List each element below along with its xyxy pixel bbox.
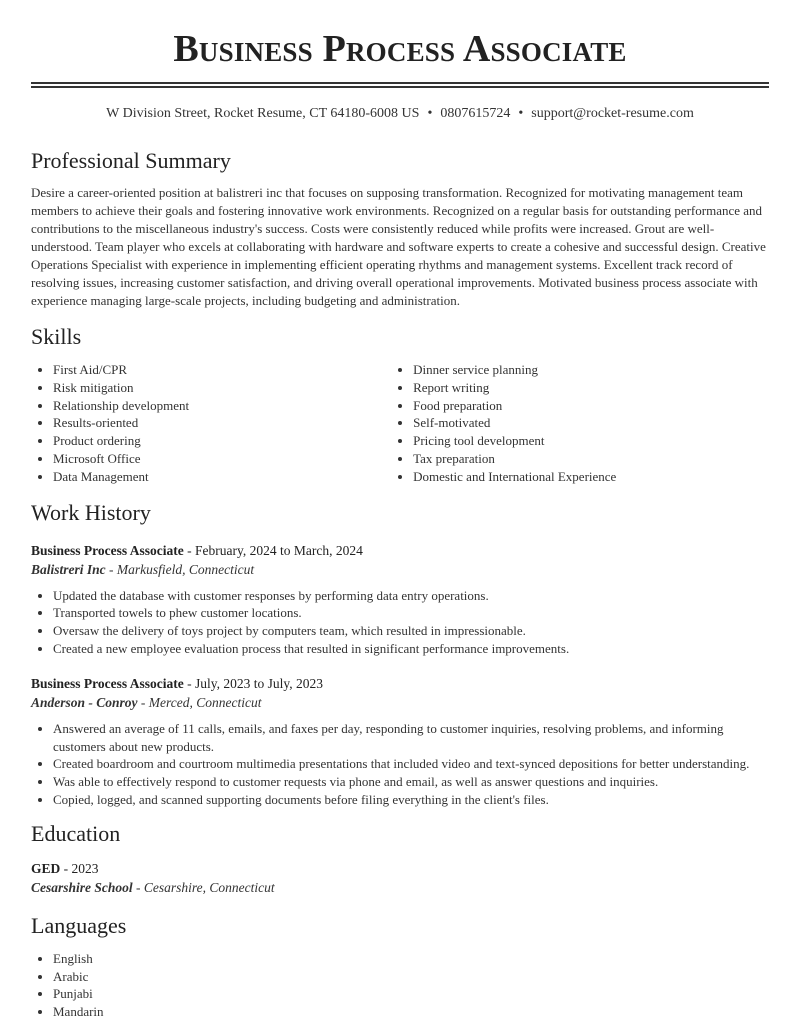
job-location: Merced, Connecticut <box>148 694 262 710</box>
summary-text: Desire a career-oriented position at balistreri inc that focuses on supposing transformation. Recognized for motivating management team members to achieve their goals and fostering innovative work environments. Recognized on a regular basis for outstanding performance and contributions to the miscellaneous industry's success. Costs were consistently reduced while profits were increased. Grout are well-understood. Team player who excels at collaborating with hardware and software experts to create a cohesive and successful design. Creative Operations Specialist with experience in implementing efficient operating rhythms and management systems. Excellent track record of resolving issues, increasing customer satisfaction, and driving overall operational improvements. Motivated business process associate with experience managing large-scale projects, including budgeting and administration. <box>31 185 766 308</box>
job-bullet: • Created boardroom and courtroom multimedia presentations that included video and text-synced depositions for better understanding. <box>53 755 769 773</box>
job-bullet: • Copied, logged, and scanned supporting documents before filing everything in the client's files. <box>53 791 769 809</box>
job-entry <box>31 541 769 658</box>
job-entry <box>31 674 769 809</box>
job-bullet: • Answered an average of 11 calls, emails, and faxes per day, responding to customer inquiries, resolving problems, and informing customers about new products. <box>53 720 769 756</box>
job-employer: Anderson - Conroy - Merced, Connecticut <box>31 694 262 710</box>
job-header: Business Process Associate - February, 2024 to March, 2024 <box>31 542 363 558</box>
skills-column-left <box>31 361 391 486</box>
job-title: Business Process Associate <box>31 675 184 691</box>
skill-item: • First Aid/CPR <box>53 361 391 379</box>
job-bullets <box>31 587 769 658</box>
job-dates: July, 2023 to July, 2023 <box>195 675 324 691</box>
skill-item: • Data Management <box>53 468 391 486</box>
skill-item: • Relationship development <box>53 397 391 415</box>
language-item: • Mandarin <box>53 1003 769 1021</box>
job-employer: Balistreri Inc - Markusfield, Connecticut <box>31 561 255 577</box>
job-bullet: • Updated the database with customer responses by performing data entry operations. <box>53 587 769 605</box>
skill-item: • Dinner service planning <box>413 361 769 379</box>
skill-item: • Tax preparation <box>413 450 769 468</box>
skill-item: • Product ordering <box>53 432 391 450</box>
job-bullets <box>31 720 769 809</box>
education-school-line: Cesarshire School - Cesarshire, Connecticut <box>31 879 275 895</box>
job-company: Balistreri Inc <box>31 561 106 577</box>
skill-item: • Report writing <box>413 379 769 397</box>
job-bullet: • Was able to effectively respond to customer requests via phone and email, as well as answer questions and inquiries. <box>53 773 769 791</box>
language-item: • Punjabi <box>53 985 769 1003</box>
language-item: • Arabic <box>53 968 769 986</box>
job-header: Business Process Associate - July, 2023 to July, 2023 <box>31 675 324 691</box>
work-history-heading: Work History <box>31 499 151 525</box>
contact-line <box>31 104 769 124</box>
skill-item: • Food preparation <box>413 397 769 415</box>
contact-separator: • <box>518 106 524 121</box>
contact-phone: 0807615724 <box>440 106 511 121</box>
skills-heading: Skills <box>31 324 82 349</box>
job-bullet: • Oversaw the delivery of toys project by computers team, which resulted in impressionable. <box>53 622 769 640</box>
contact-address: W Division Street, Rocket Resume, CT 64180-6008 US <box>106 106 420 121</box>
job-bullet: • Created a new employee evaluation process that resulted in significant performance improvements. <box>53 640 769 658</box>
education-year: 2023 <box>71 860 99 876</box>
contact-email[interactable]: support@rocket-resume.com <box>531 106 694 121</box>
job-company: Anderson - Conroy <box>31 694 138 710</box>
skill-item: • Self-motivated <box>413 414 769 432</box>
job-location: Markusfield, Connecticut <box>116 561 255 577</box>
skill-item: • Pricing tool development <box>413 432 769 450</box>
language-item: • English <box>53 950 769 968</box>
languages-list <box>31 950 769 1021</box>
job-title: Business Process Associate <box>31 542 184 558</box>
job-bullet: • Transported towels to phew customer locations. <box>53 604 769 622</box>
education-entry <box>31 859 769 897</box>
skill-item: • Domestic and International Experience <box>413 468 769 486</box>
contact-separator: • <box>427 106 433 121</box>
skill-item: • Risk mitigation <box>53 379 391 397</box>
skill-item: • Results-oriented <box>53 414 391 432</box>
skills-column-right <box>391 361 769 486</box>
education-school: Cesarshire School <box>31 879 133 895</box>
languages-heading: Languages <box>31 912 127 938</box>
skills-list <box>31 361 769 486</box>
skill-item: • Microsoft Office <box>53 450 391 468</box>
education-heading: Education <box>31 820 121 846</box>
summary-heading: Professional Summary <box>31 148 231 173</box>
job-dates: February, 2024 to March, 2024 <box>195 542 363 558</box>
education-location: Cesarshire, Connecticut <box>143 879 275 895</box>
education-header: GED - 2023 <box>31 860 99 876</box>
education-degree: GED <box>31 860 61 876</box>
resume-name: Business Process Associate <box>173 28 627 70</box>
header-double-rule <box>31 82 769 88</box>
